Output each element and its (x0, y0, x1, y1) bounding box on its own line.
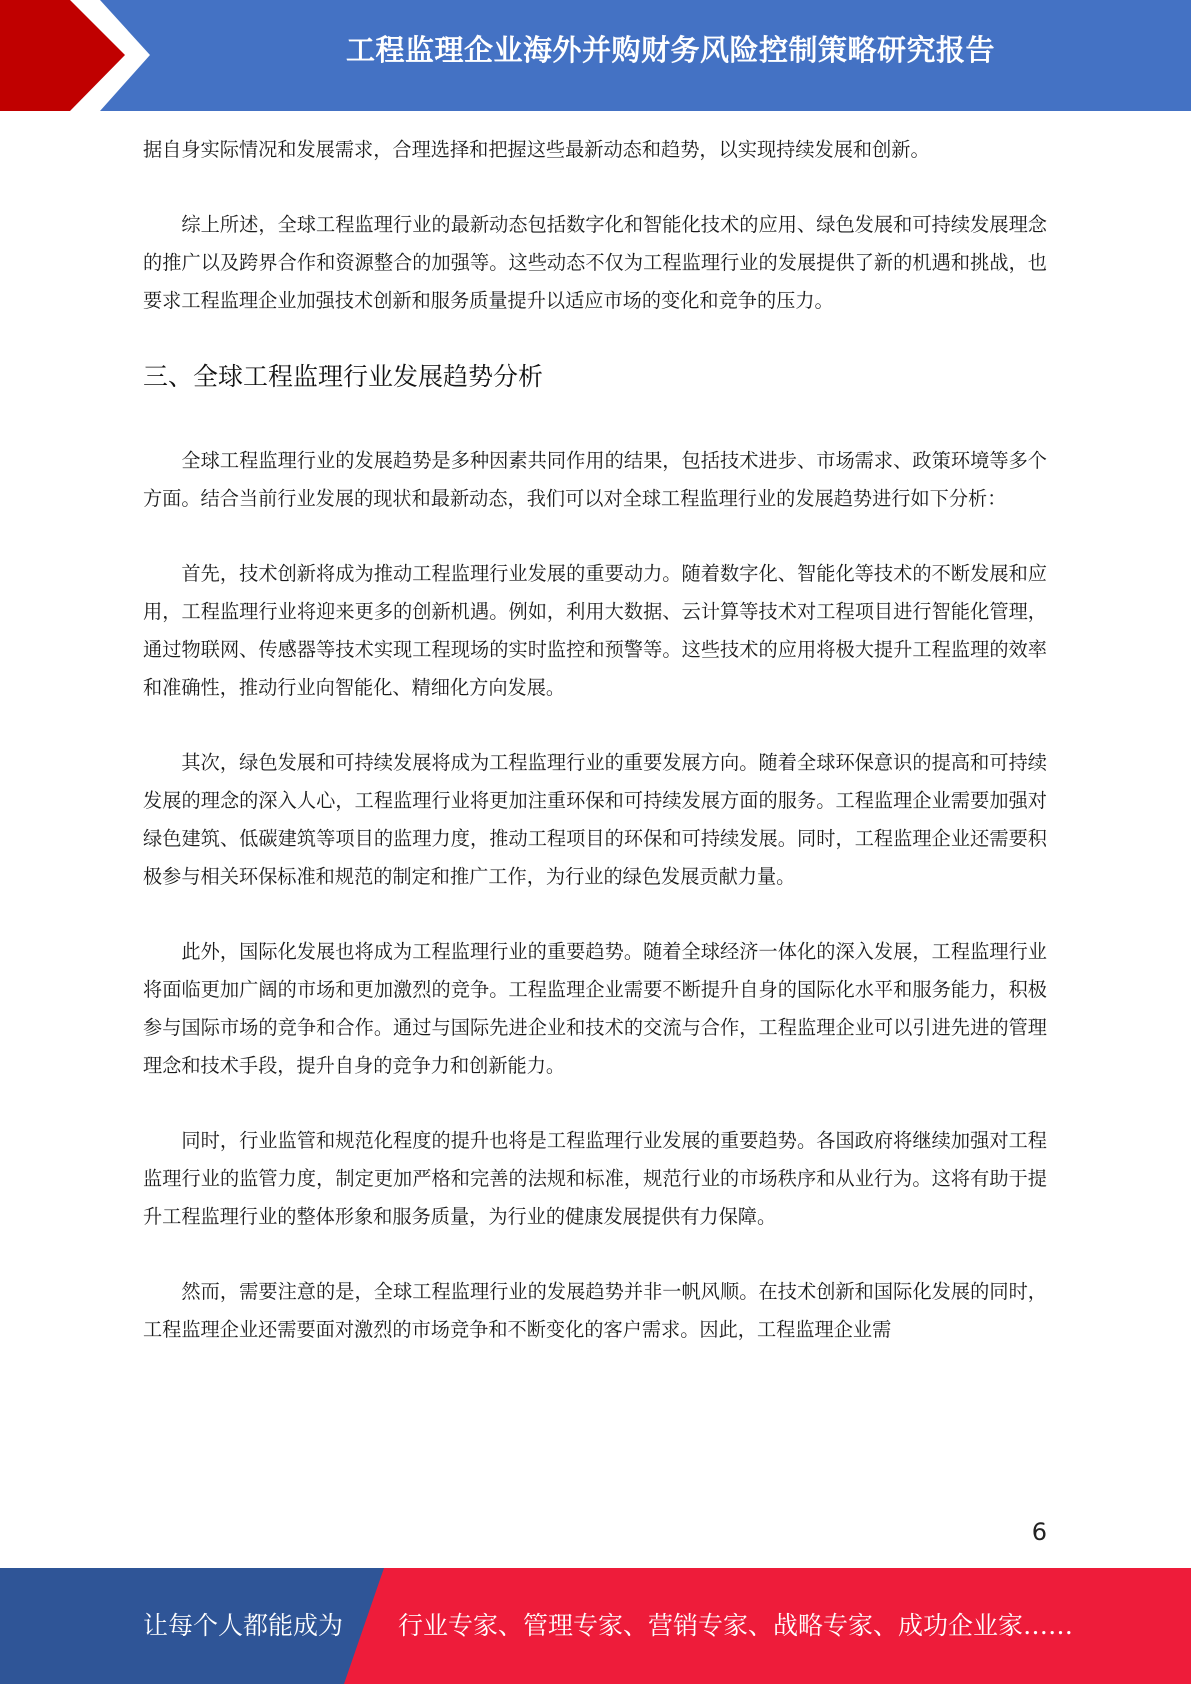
chevron-decoration-icon (0, 0, 160, 111)
page-number: 6 (1031, 1518, 1047, 1546)
section-heading: 三、全球工程监理行业发展趋势分析 (143, 362, 544, 391)
paragraph: 综上所述，全球工程监理行业的最新动态包括数字化和智能化技术的应用、绿色发展和可持续发展理念的推广以及跨界合作和资源整合的加强等。这些动态不仅为工程监理行业的发展提供了新的机遇和挑战，也要求工程监理企业加强技术创新和服务质量提升以适应市场的变化和竞争的压力。 (143, 213, 1047, 312)
footer-slogan-right: 行业专家、管理专家、营销专家、战略专家、成功企业家…… (398, 1611, 1074, 1640)
paragraph: 首先，技术创新将成为推动工程监理行业发展的重要动力。随着数字化、智能化等技术的不断发展和应用，工程监理行业将迎来更多的创新机遇。例如，利用大数据、云计算等技术对工程项目进行智能化管理，通过物联网、传感器等技术实现工程现场的实时监控和预警等。这些技术的应用将极大提升工程监理的效率和准确性，推动行业向智能化、精细化方向发展。 (143, 562, 1047, 699)
page-header (0, 0, 1191, 111)
footer-slogan-left: 让每个人都能成为 (143, 1611, 344, 1640)
paragraph: 其次，绿色发展和可持续发展将成为工程监理行业的重要发展方向。随着全球环保意识的提高和可持续发展的理念的深入人心，工程监理行业将更加注重环保和可持续发展方面的服务。工程监理企业需要加强对绿色建筑、低碳建筑等项目的监理力度，推动工程项目的环保和可持续发展。同时，工程监理企业还需要积极参与相关环保标准和规范的制定和推广工作，为行业的绿色发展贡献力量。 (143, 751, 1047, 888)
paragraph: 全球工程监理行业的发展趋势是多种因素共同作用的结果，包括技术进步、市场需求、政策环境等多个方面。结合当前行业发展的现状和最新动态，我们可以对全球工程监理行业的发展趋势进行如下分析： (143, 449, 1047, 510)
paragraph: 据自身实际情况和发展需求，合理选择和把握这些最新动态和趋势，以实现持续发展和创新。 (143, 138, 930, 161)
paragraph: 同时，行业监管和规范化程度的提升也将是工程监理行业发展的重要趋势。各国政府将继续加强对工程监理行业的监管力度，制定更加严格和完善的法规和标准，规范行业的市场秩序和从业行为。这将有助于提升工程监理行业的整体形象和服务质量，为行业的健康发展提供有力保障。 (143, 1129, 1047, 1228)
report-title: 工程监理企业海外并购财务风险控制策略研究报告 (345, 33, 995, 67)
page-footer (0, 1568, 1191, 1684)
paragraph: 然而，需要注意的是，全球工程监理行业的发展趋势并非一帆风顺。在技术创新和国际化发展的同时，工程监理企业还需要面对激烈的市场竞争和不断变化的客户需求。因此，工程监理企业需 (143, 1280, 1047, 1341)
document-body (143, 131, 1047, 1386)
paragraph: 此外，国际化发展也将成为工程监理行业的重要趋势。随着全球经济一体化的深入发展，工程监理行业将面临更加广阔的市场和更加激烈的竞争。工程监理企业需要不断提升自身的国际化水平和服务能力，积极参与国际市场的竞争和合作。通过与国际先进企业和技术的交流与合作，工程监理企业可以引进先进的管理理念和技术手段，提升自身的竞争力和创新能力。 (143, 940, 1047, 1077)
